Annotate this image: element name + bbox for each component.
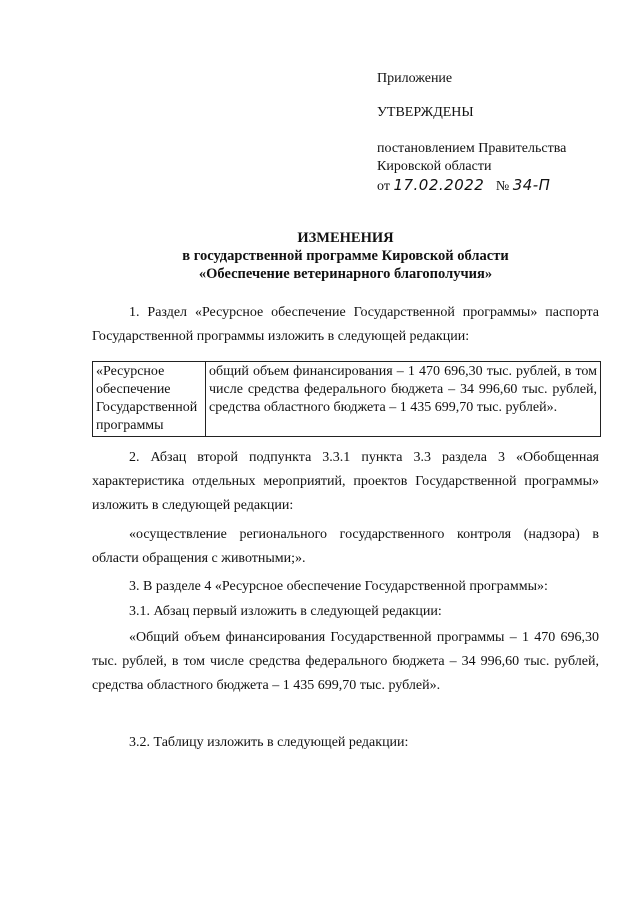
paragraph-7: 3.2. Таблицу изложить в следующей редакции: <box>129 735 409 750</box>
handwritten-date: 17.02.2022 <box>393 176 485 194</box>
title-line-3: «Обеспечение ветеринарного благополучия» <box>198 266 493 282</box>
table-label-cell: «Ресурсное обеспечение Государственной программы <box>93 362 206 437</box>
approved-label: УТВЕРЖДЕНЫ <box>377 105 474 120</box>
table-value-cell: общий объем финансирования – 1 470 696,30 тыс. рублей, в том числе средства федерального бюджета – 34 996,60 тыс. рублей, средства областного бюджета – 1 435 699,70 тыс. рублей». <box>206 362 601 437</box>
document-title <box>92 229 599 283</box>
decree-line-1: постановлением Правительства <box>377 141 567 156</box>
paragraph-2: 2. Абзац второй подпункта 3.3.1 пункта 3.3 раздела 3 «Обобщенная характеристика отдельных мероприятий, проектов Государственной программы» изложить в следующей редакции: <box>92 450 599 513</box>
approval-stamp <box>377 70 566 196</box>
handwritten-number: 34-П <box>512 176 551 194</box>
title-heading: ИЗМЕНЕНИЯ <box>297 230 394 246</box>
paragraph-3: «осуществление регионального государственного контроля (надзора) в области обращения с животными;». <box>92 527 599 566</box>
paragraph-4: 3. В разделе 4 «Ресурсное обеспечение Государственной программы»: <box>129 579 548 594</box>
paragraph-1: 1. Раздел «Ресурсное обеспечение Государственной программы» паспорта Государственной программы изложить в следующей редакции: <box>92 305 599 344</box>
decree-line-2: Кировской области <box>377 159 492 174</box>
table-row <box>93 362 601 437</box>
from-prefix: от <box>377 179 390 194</box>
paragraph-5: 3.1. Абзац первый изложить в следующей редакции: <box>129 604 442 619</box>
appendix-label: Приложение <box>377 71 453 86</box>
title-line-2: в государственной программе Кировской области <box>182 248 509 264</box>
number-prefix: № <box>495 179 510 194</box>
resource-table <box>92 361 601 437</box>
decree-date-line <box>377 176 566 196</box>
paragraph-6: «Общий объем финансирования Государственной программы – 1 470 696,30 тыс. рублей, в том числе средства федерального бюджета – 34 996,60 тыс. рублей, средства областного бюджета – 1 435 699,70 тыс. рублей». <box>92 630 599 693</box>
